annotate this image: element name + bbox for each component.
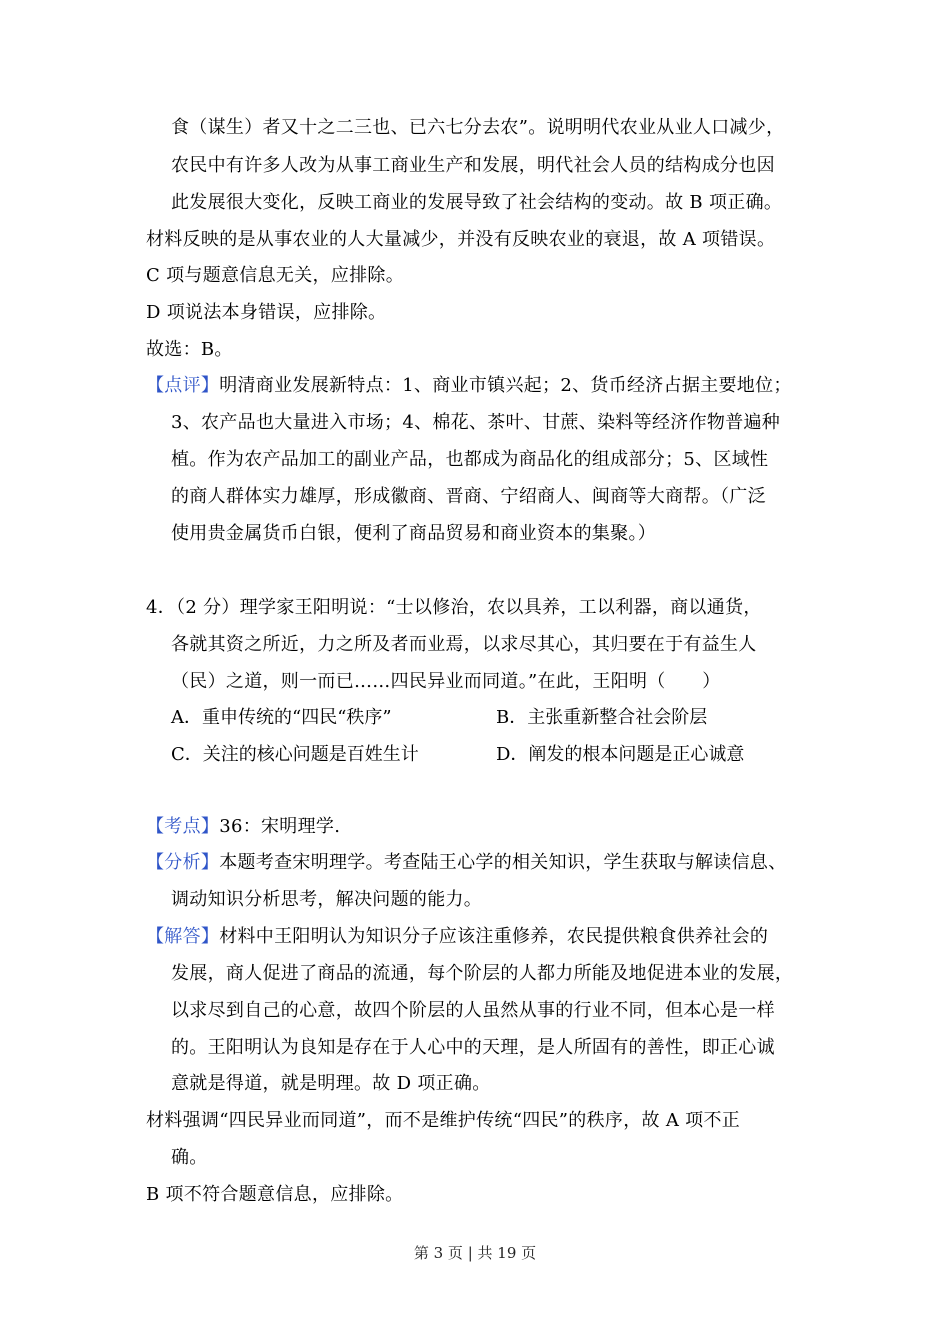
analysis-option-a-line-2: 确。: [171, 1147, 208, 1168]
jieda-line-1: 材料中王阳明认为知识分子应该注重修养，农民提供粮食供养社会的: [219, 926, 769, 947]
review-tag: 【点评】: [146, 375, 220, 396]
prev-answer-option-a: 材料反映的是从事农业的人大量减少，并没有反映农业的衰退，故 A 项错误。: [146, 229, 776, 250]
jieda-line-3: 以求尽到自己的心意，故四个阶层的人虽然从事的行业不同，但本心是一样: [171, 1000, 775, 1021]
jieda-line-4: 的。王阳明认为良知是存在于人心中的天理，是人所固有的善性，即正心诚: [171, 1037, 775, 1058]
analysis-option-b: B 项不符合题意信息，应排除。: [146, 1184, 404, 1205]
prev-answer-option-c: C 项与题意信息无关，应排除。: [146, 265, 404, 286]
prev-answer-line-2: 农民中有许多人改为从事工商业生产和发展，明代社会人员的结构成分也因: [171, 155, 775, 176]
jieda-line-5: 意就是得道，就是明理。故 D 项正确。: [171, 1073, 491, 1094]
kaodian-text: 36：宋明理学.: [219, 816, 341, 837]
analysis-option-a-line-1: 材料强调“四民异业而同道”，而不是维护传统“四民”的秩序，故 A 项不正: [146, 1110, 741, 1131]
question-option-b: B．主张重新整合社会阶层: [496, 707, 708, 728]
review-line-2: 3、农产品也大量进入市场；4、棉花、茶叶、甘蔗、染料等经济作物普遍种: [171, 412, 781, 433]
prev-answer-line-3: 此发展很大变化，反映工商业的发展导致了社会结构的变动。故 B 项正确。: [171, 192, 783, 213]
kaodian-paragraph: [146, 815, 340, 839]
question-line-2: 各就其资之所近，力之所及者而业焉，以求尽其心，其归要在于有益生人: [171, 634, 757, 655]
jieda-tag: 【解答】: [146, 926, 220, 947]
question-option-a: A．重申传统的“四民“秩序”: [171, 707, 392, 728]
review-paragraph-first-line: [146, 374, 792, 398]
fenxi-line-2: 调动知识分析思考，解决问题的能力。: [171, 889, 483, 910]
kaodian-tag: 【考点】: [146, 816, 220, 837]
review-line-5: 使用贵金属货币白银，便利了商品贸易和商业资本的集聚。）: [171, 523, 657, 544]
fenxi-tag: 【分析】: [146, 852, 220, 873]
prev-answer-option-d: D 项说法本身错误，应排除。: [146, 302, 387, 323]
question-option-c: C．关注的核心问题是百姓生计: [171, 744, 419, 765]
fenxi-line-1: 本题考查宋明理学。考查陆王心学的相关知识，学生获取与解读信息、: [219, 852, 787, 873]
review-line-4: 的商人群体实力雄厚，形成徽商、晋商、宁绍商人、闽商等大商帮。（广泛: [171, 486, 766, 507]
question-option-d: D．阐发的根本问题是正心诚意: [496, 744, 745, 765]
jieda-line-2: 发展，商人促进了商品的流通，每个阶层的人都力所能及地促进本业的发展，: [171, 963, 794, 984]
question-line-1: 4．（2 分）理学家王阳明说：“士以修治，农以具养，工以利器，商以通货，: [146, 597, 762, 618]
prev-answer-choice: 故选：B。: [146, 339, 233, 360]
review-line-1: 明清商业发展新特点：1、商业市镇兴起；2、货币经济占据主要地位；: [219, 375, 792, 396]
jieda-paragraph-first-line: [146, 925, 768, 949]
review-line-3: 植。作为农产品加工的副业产品，也都成为商品化的组成部分；5、区域性: [171, 449, 769, 470]
question-line-3: （民）之道，则一而已……四民异业而同道。”在此，王阳明（ ）: [171, 671, 721, 692]
fenxi-paragraph-first-line: [146, 851, 787, 875]
page-footer: 第 3 页 | 共 19 页: [413, 1244, 537, 1262]
prev-answer-line-1: 食（谋生）者又十之二三也、已六七分去农”。说明明代农业从业人口减少，: [171, 117, 785, 138]
